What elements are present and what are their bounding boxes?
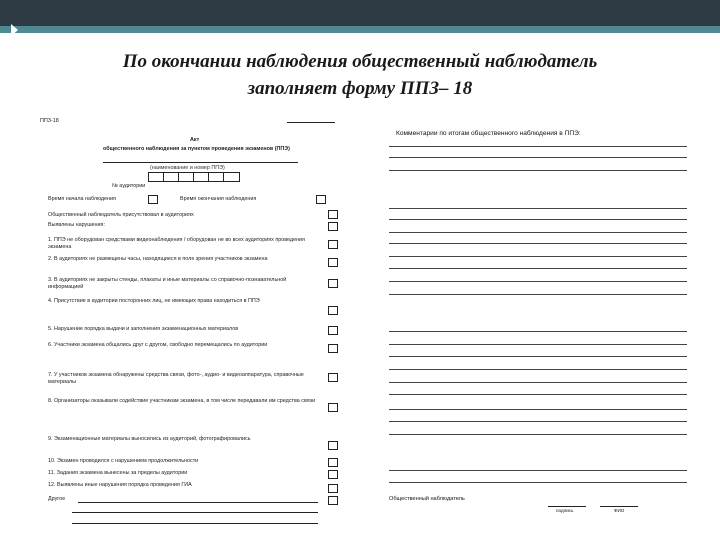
form-item-7: 7. У участников экзамена обнаружены средства связи, фото-, аудио- и видеоаппаратура, справочные материалы [48,372,304,385]
comment-line [389,219,687,220]
form-header-word: Акт [190,137,200,143]
top-bar-accent [0,26,720,33]
comment-line [389,208,687,209]
comment-line [389,344,687,345]
top-bar [0,0,720,26]
form-item-9-box [328,441,338,450]
other-line-2 [72,512,318,513]
form-name-caption: (наименование и номер ППЭ) [150,165,225,171]
comment-line [389,256,687,257]
form-item-4-box [328,306,338,315]
observer-signature-label: Общественный наблюдатель [389,496,465,502]
time-end-label: Время окончания наблюдения [180,196,257,202]
comment-line [389,409,687,410]
comment-line [389,157,687,158]
comment-line [389,369,687,370]
form-item-5: 5. Нарушение порядка выдачи и заполнения экзаменационных материалов [48,326,239,332]
signature-line [548,506,586,507]
code-cells-top [148,172,240,173]
comment-line [389,294,687,295]
form-item-6: 6. Участники экзамена общались друг с другом, свободно перемещались по аудитории [48,342,268,348]
form-item-2-box [328,258,338,267]
form-item-9: 9. Экзаменационные материалы выносились из аудиторий, фотографировались [48,436,251,442]
form-item-10: 10. Экзамен проводился с нарушением продолжительности [48,458,199,464]
time-start-label: Время начала наблюдения [48,196,116,202]
form-item-12: 12. Выявлены иные нарушения порядка проведения ГИА [48,482,192,488]
slide-title-line-2: заполняет форму ППЗ– 18 [247,78,473,99]
signature-caption: подпись [556,508,574,513]
comment-line [389,394,687,395]
form-header-subtitle: общественного наблюдения за пунктом проведения экзаменов (ППЭ) [103,146,290,152]
name-line [600,506,638,507]
comment-line [389,331,687,332]
code-cell [178,172,179,181]
time-start-box [148,195,158,204]
form-item-4: 4. Присутствие в аудитории посторонних лиц, не имеющих права находиться в ППЭ [48,298,260,304]
code-cell [163,172,164,181]
form-item-5-box [328,326,338,335]
form-item-3: 3. В аудиториях не закрыты стенды, плакаты и иные материалы со справочно-познавательной информацией [48,277,287,290]
comment-line [389,170,687,171]
form-item-11: 11. Задания экзамена вынесены за пределы аудитории [48,470,188,476]
slide-title-line-1: По окончании наблюдения общественный наблюдатель [122,51,598,72]
observer-row-label: Общественный наблюдатель присутствовал в аудиториях [48,212,194,218]
form-top-line [287,122,335,123]
form-item-6-box [328,344,338,353]
form-item-1-box [328,240,338,249]
comment-line [389,268,687,269]
code-cell [193,172,194,181]
comment-line [389,470,687,471]
form-item-12-box [328,484,338,493]
code-cell [208,172,209,181]
comment-line [389,421,687,422]
name-caption: ФИО [614,508,625,513]
comment-line [389,482,687,483]
comment-line [389,382,687,383]
comments-heading: Комментарии по итогам общественного наблюдения в ППЭ: [396,130,581,137]
other-line-3 [72,523,318,524]
violations-header: Выявлены нарушения: [48,222,105,228]
violations-header-box [328,222,338,231]
code-cell [148,172,149,181]
form-item-2: 2. В аудиториях не размещены часы, находящиеся в поле зрения участников экзамена [48,256,268,262]
form-item-8-box [328,403,338,412]
comment-line [389,232,687,233]
observer-row-box [328,210,338,219]
form-item-10-box [328,458,338,467]
code-cell [239,172,240,181]
time-end-box [316,195,326,204]
play-triangle-icon [11,24,18,36]
other-box [328,496,338,505]
code-cells-bottom [148,181,240,182]
form-item-7-box [328,373,338,382]
comment-line [389,356,687,357]
form-item-8: 8. Организаторы оказывали содействие участникам экзамена, в том числе передавали им средства связи [48,398,316,404]
slide-title [40,48,680,102]
form-item-3-box [328,279,338,288]
comment-line [389,281,687,282]
form-item-11-box [328,470,338,479]
other-line-1 [78,502,318,503]
comment-line [389,146,687,147]
comment-line [389,243,687,244]
form-item-1: 1. ППЭ не оборудован средствами видеонаблюдения / оборудован не во всех аудиториях проведения экзамена [48,237,305,250]
comment-line [389,434,687,435]
other-label: Другое [48,496,66,502]
code-label: № аудитории [112,183,146,189]
form-name-line [103,162,298,163]
code-cell [223,172,224,181]
form-code: ППЗ-18 [40,118,59,124]
